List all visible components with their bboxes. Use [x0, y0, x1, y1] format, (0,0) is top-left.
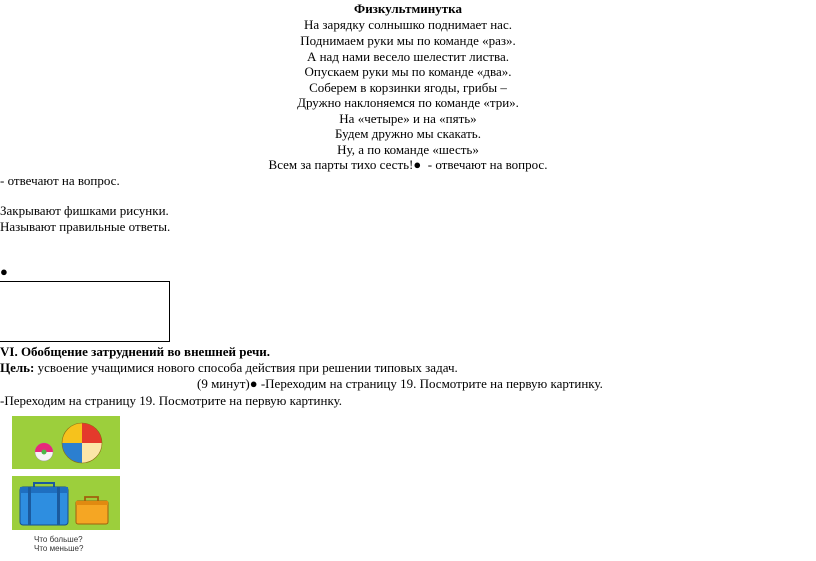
small-ball-icon	[35, 443, 53, 461]
goal-text: усвоение учащимися нового способа действия при решении типовых задач.	[34, 360, 458, 375]
time-label: (9 минут)	[197, 376, 250, 391]
bullet-icon: ●	[413, 157, 422, 172]
bullet-icon: ●	[249, 376, 258, 391]
instruction-repeat: -Переходим на страницу 19. Посмотрите на первую картинку.	[0, 393, 343, 408]
answer-note: - отвечают на вопрос.	[0, 173, 120, 188]
small-suitcase-icon	[76, 497, 108, 524]
poem-line: Будем дружно мы скакать.	[335, 126, 481, 141]
poem-last-line-tail: - отвечают на вопрос.	[427, 157, 548, 172]
cover-note: Закрывают фишками рисунки.	[0, 203, 169, 218]
poem-title: Физкультминутка	[354, 1, 462, 16]
suitcases-picture	[12, 476, 120, 530]
poem-line: Соберем в корзинки ягоды, грибы –	[309, 80, 507, 95]
goal-line	[0, 360, 458, 376]
big-ball-icon	[62, 423, 102, 463]
empty-frame	[0, 281, 170, 342]
instruction-text: -Переходим на страницу 19. Посмотрите на первую картинку.	[257, 376, 603, 391]
poem-line: Дружно наклоняемся по команде «три».	[297, 95, 519, 110]
name-note: Называют правильные ответы.	[0, 219, 171, 234]
poem-line: Поднимаем руки мы по команде «раз».	[300, 33, 516, 48]
question-smaller: Что меньше?	[34, 544, 84, 553]
goal-label: Цель:	[0, 360, 35, 375]
poem-line: Ну, а по команде «шесть»	[337, 142, 479, 157]
bullet-icon: ●	[0, 264, 8, 279]
poem-last-line-text: Всем за парты тихо сесть!	[268, 157, 414, 172]
poem-line: Опускаем руки мы по команде «два».	[304, 64, 512, 79]
poem-last-line	[0, 157, 816, 173]
poem-line: На «четыре» и на «пять»	[339, 111, 477, 126]
balls-picture	[12, 416, 120, 469]
time-line	[197, 376, 603, 392]
poem-line: А над нами весело шелестит листва.	[306, 49, 510, 64]
question-bigger: Что больше?	[34, 535, 83, 544]
section-heading: VI. Обобщение затруднений во внешней речи.	[0, 344, 271, 359]
poem-line: На зарядку солнышко поднимает нас.	[304, 17, 512, 32]
big-suitcase-icon	[20, 483, 68, 525]
